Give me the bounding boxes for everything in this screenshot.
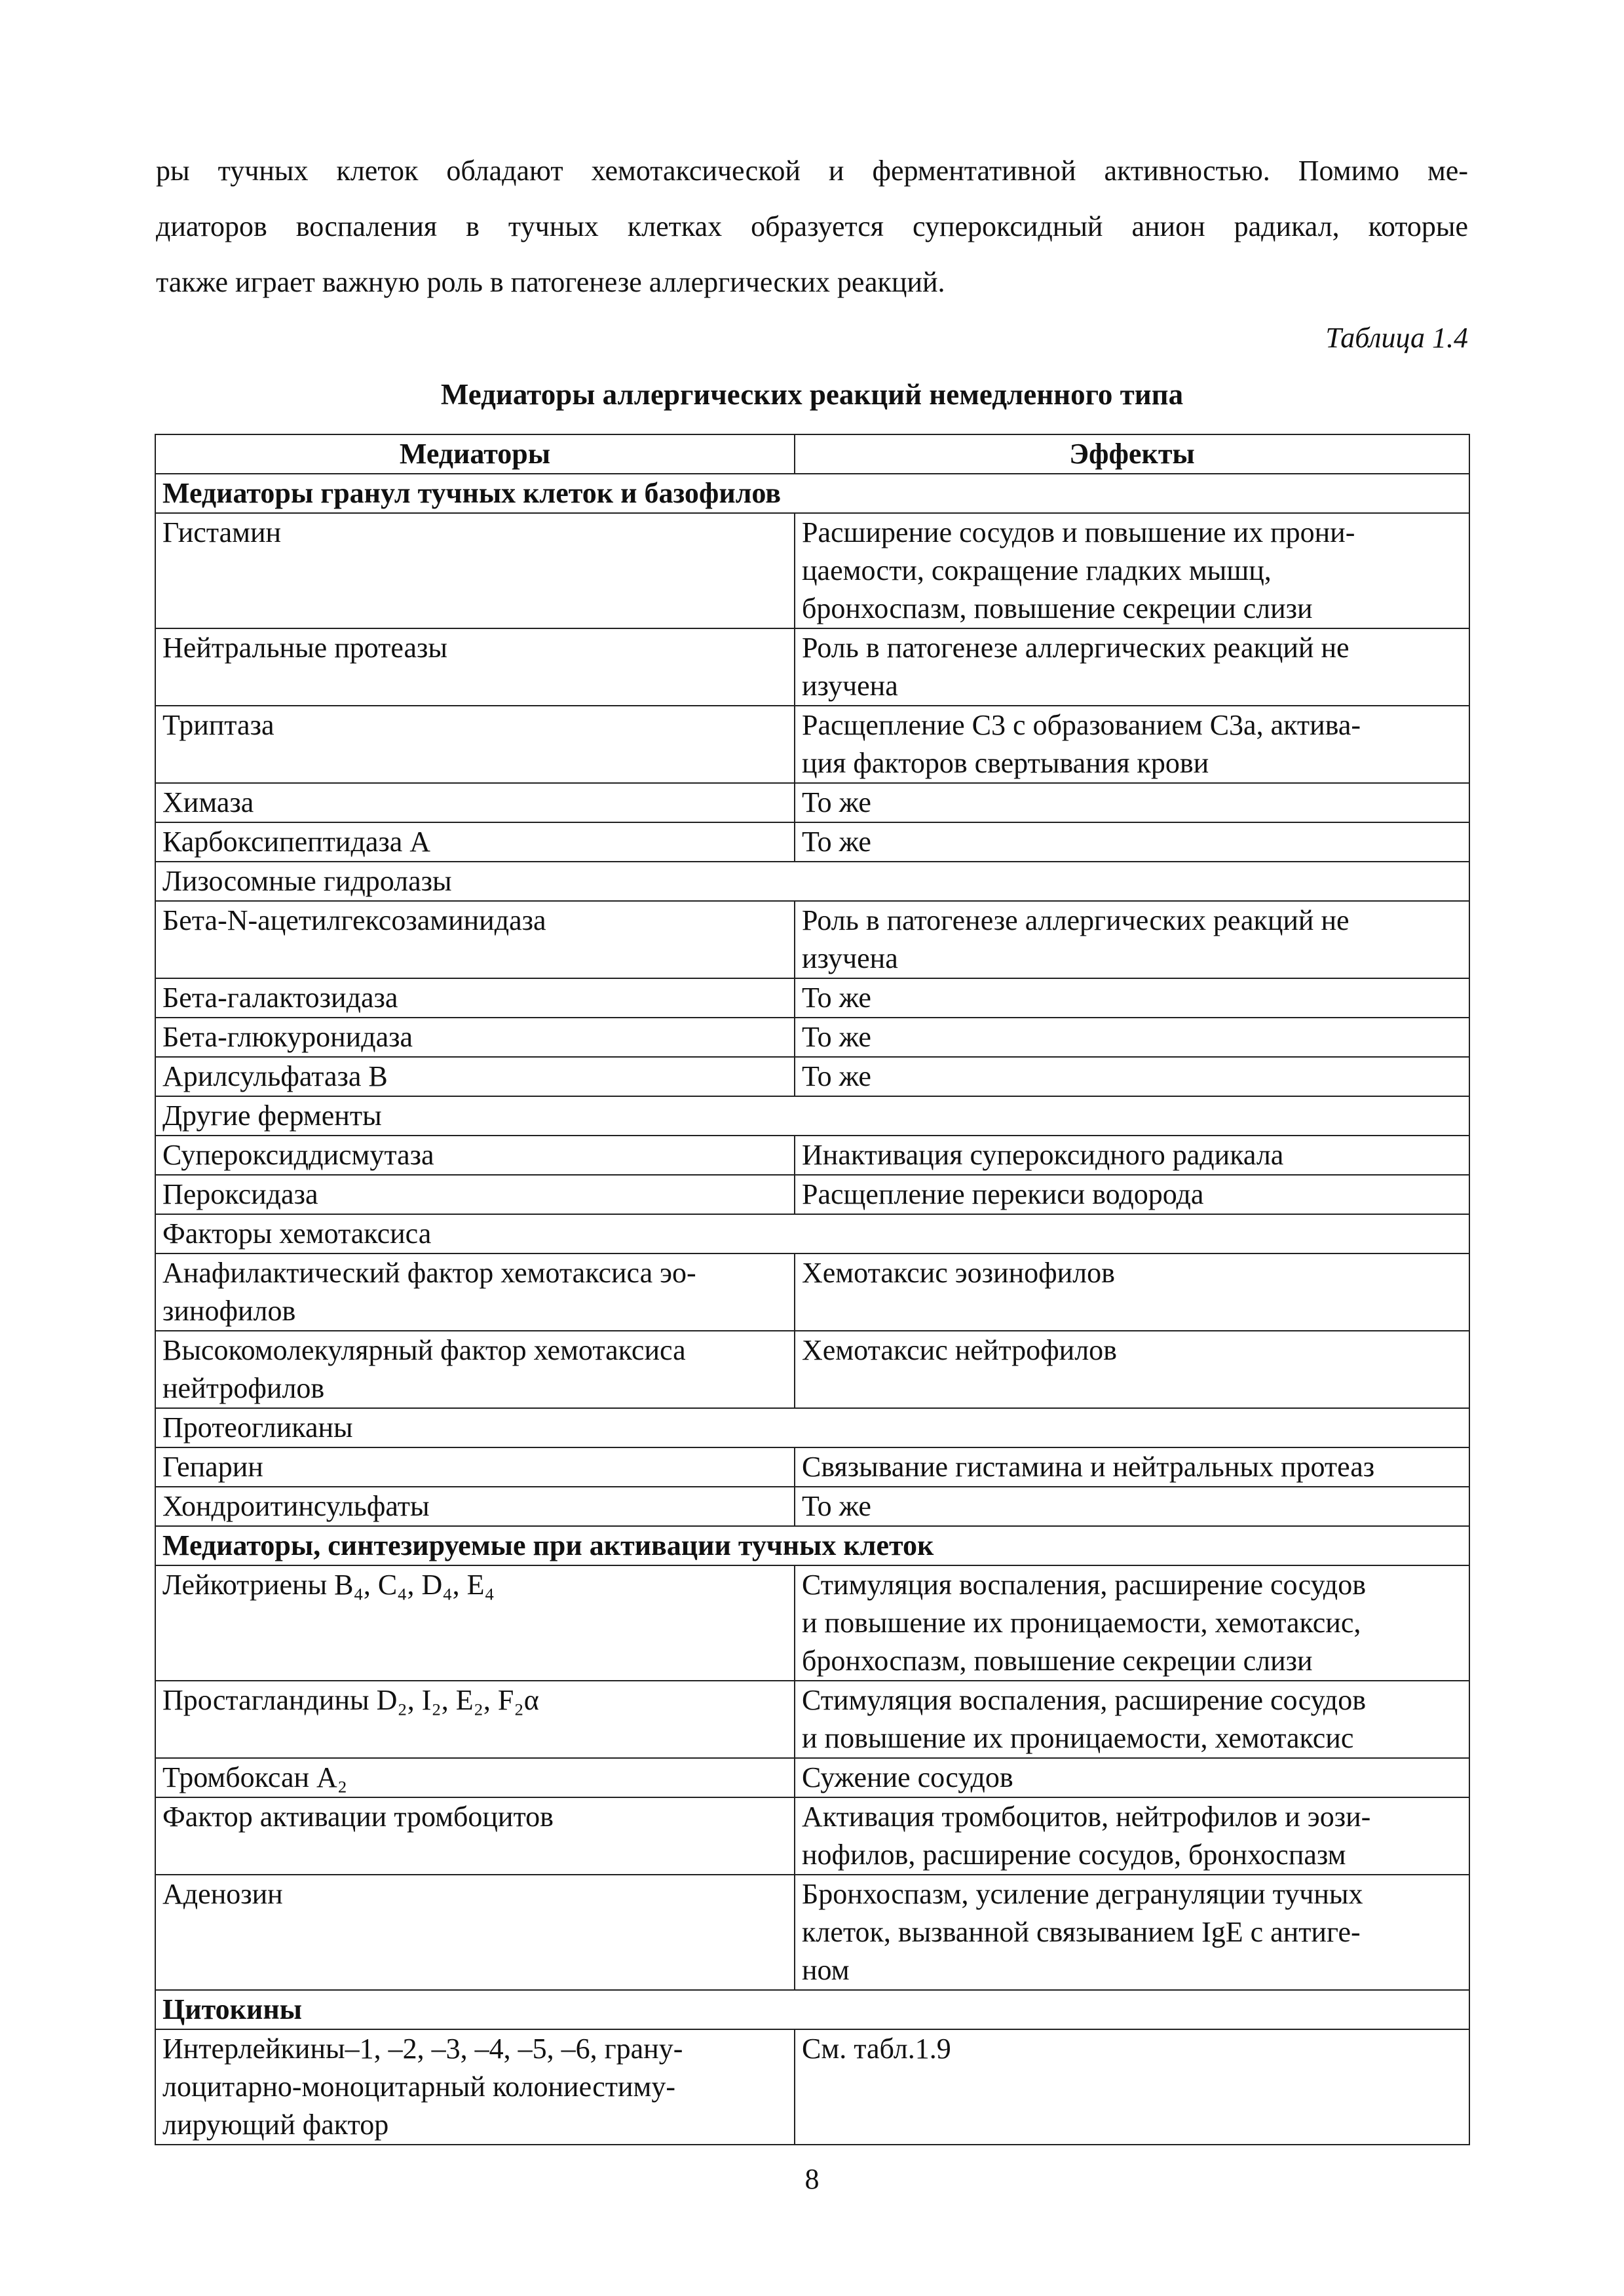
mediator-cell: [155, 1681, 795, 1758]
cell-line: Активация тромбоцитов, нейтрофилов и эози-: [802, 1801, 1371, 1833]
cell-line: Гистамин: [162, 516, 282, 548]
page-number: 8: [804, 2163, 820, 2195]
effect-cell: [795, 1875, 1469, 1990]
table-row: [155, 2029, 1469, 2145]
cell-line: Расширение сосудов и повышение их прони-: [802, 516, 1355, 548]
cell-line: Бета-глюкуронидаза: [162, 1021, 413, 1053]
cell-line: Супероксиддисмутаза: [162, 1139, 434, 1171]
table-row: [155, 1253, 1469, 1331]
intro-line: также играет важную роль в патогенезе аллергических реакций.: [156, 266, 945, 298]
effect-cell: [795, 1018, 1469, 1057]
mediator-cell: [155, 1057, 795, 1096]
effect-cell: [795, 1758, 1469, 1797]
table-row: [155, 1487, 1469, 1526]
cell-line: Тромбоксан А₂: [162, 1761, 348, 1793]
header-effects: Эффекты: [795, 434, 1469, 474]
effect-cell: [795, 783, 1469, 822]
mediator-cell: [155, 628, 795, 706]
cell-line: То же: [802, 1021, 871, 1053]
effect-cell: [795, 901, 1469, 978]
table-label: Таблица 1.4: [1325, 322, 1468, 354]
group-title: Другие ферменты: [155, 1096, 1469, 1136]
cell-line: клеток, вызванной связыванием IgE с антиге-: [802, 1916, 1361, 1948]
cell-line: Бета-N-ацетилгексозаминидаза: [162, 904, 546, 936]
effect-cell: [795, 628, 1469, 706]
table-row: [155, 1136, 1469, 1175]
mediator-cell: [155, 1136, 795, 1175]
cell-line: Лейкотриены B₄, C₄, D₄, E₄: [162, 1569, 495, 1601]
table-row: [155, 1681, 1469, 1758]
cell-line: ном: [802, 1954, 850, 1986]
group-row: [155, 862, 1469, 901]
effect-cell: [795, 1175, 1469, 1214]
mediator-cell: [155, 1331, 795, 1408]
table-row: [155, 706, 1469, 783]
section-row: [155, 474, 1469, 513]
table-header-row: [155, 434, 1469, 474]
group-title: Протеогликаны: [155, 1408, 1469, 1447]
mediators-table: [155, 434, 1470, 2145]
effect-cell: [795, 1447, 1469, 1487]
cell-line: нофилов, расширение сосудов, бронхоспазм: [802, 1839, 1346, 1871]
cell-line: лирующий фактор: [162, 2109, 389, 2141]
table-row: [155, 1175, 1469, 1214]
cell-line: Анафилактический фактор хемотаксиса эо-: [162, 1257, 696, 1289]
cell-line: Нейтральные протеазы: [162, 632, 447, 664]
cell-line: ция факторов свертывания крови: [802, 747, 1209, 779]
effect-cell: [795, 1565, 1469, 1681]
section-row: [155, 1526, 1469, 1565]
cell-line: цаемости, сокращение гладких мышц,: [802, 554, 1272, 586]
mediator-cell: [155, 706, 795, 783]
table-row: [155, 628, 1469, 706]
table-row: [155, 1057, 1469, 1096]
cell-line: Стимуляция воспаления, расширение сосудов: [802, 1684, 1366, 1716]
cell-line: изучена: [802, 670, 898, 702]
effect-cell: [795, 1136, 1469, 1175]
cell-line: лоцитарно-моноцитарный колониестиму-: [162, 2071, 676, 2103]
table-row: [155, 513, 1469, 628]
cell-line: Карбоксипептидаза А: [162, 826, 431, 858]
section-title: Медиаторы гранул тучных клеток и базофилов: [155, 474, 1469, 513]
cell-line: То же: [802, 982, 871, 1014]
mediator-cell: [155, 822, 795, 862]
table-row: [155, 1447, 1469, 1487]
effect-cell: [795, 822, 1469, 862]
cell-line: бронхоспазм, повышение секреции слизи: [802, 1645, 1313, 1677]
cell-line: Арилсульфатаза В: [162, 1060, 388, 1092]
effect-cell: [795, 978, 1469, 1018]
mediator-cell: [155, 1758, 795, 1797]
cell-line: Химаза: [162, 786, 254, 818]
effect-cell: [795, 513, 1469, 628]
table-row: [155, 1758, 1469, 1797]
cell-line: Хондроитинсульфаты: [162, 1490, 430, 1522]
cell-line: нейтрофилов: [162, 1372, 325, 1404]
effect-cell: [795, 1331, 1469, 1408]
cell-line: См. табл.1.9: [802, 2033, 951, 2065]
cell-line: бронхоспазм, повышение секреции слизи: [802, 592, 1313, 624]
cell-line: Хемотаксис эозинофилов: [802, 1257, 1115, 1289]
effect-cell: [795, 1057, 1469, 1096]
mediator-cell: [155, 1253, 795, 1331]
cell-line: Простагландины D₂, I₂, E₂, F₂α: [162, 1684, 539, 1716]
cell-line: Бронхоспазм, усиление дегрануляции тучных: [802, 1878, 1363, 1910]
mediator-cell: [155, 783, 795, 822]
cell-line: Хемотаксис нейтрофилов: [802, 1334, 1117, 1366]
intro-paragraph: [156, 143, 1468, 310]
mediator-cell: [155, 1797, 795, 1875]
effect-cell: [795, 1253, 1469, 1331]
cell-line: Сужение сосудов: [802, 1761, 1013, 1793]
effect-cell: [795, 1797, 1469, 1875]
mediator-cell: [155, 1487, 795, 1526]
cell-line: изучена: [802, 942, 898, 974]
table-row: [155, 783, 1469, 822]
table-row: [155, 1565, 1469, 1681]
intro-line: ры тучных клеток обладают хемотаксической и ферментативной активностью. Помимо ме-: [156, 155, 1468, 187]
table-row: [155, 1797, 1469, 1875]
cell-line: зинофилов: [162, 1295, 296, 1327]
mediator-cell: [155, 978, 795, 1018]
effect-cell: [795, 1487, 1469, 1526]
mediator-cell: [155, 513, 795, 628]
group-row: [155, 1096, 1469, 1136]
cell-line: Гепарин: [162, 1451, 263, 1483]
mediator-cell: [155, 901, 795, 978]
table-row: [155, 978, 1469, 1018]
section-title: Цитокины: [155, 1990, 1469, 2029]
mediator-cell: [155, 2029, 795, 2145]
cell-line: То же: [802, 826, 871, 858]
group-row: [155, 1214, 1469, 1253]
cell-line: То же: [802, 1060, 871, 1092]
mediator-cell: [155, 1875, 795, 1990]
intro-line: диаторов воспаления в тучных клетках образуется супероксидный анион радикал, которые: [156, 210, 1468, 242]
cell-line: То же: [802, 786, 871, 818]
cell-line: Связывание гистамина и нейтральных протеаз: [802, 1451, 1375, 1483]
cell-line: Интерлейкины–1, –2, –3, –4, –5, –6, грану-: [162, 2033, 683, 2065]
table-row: [155, 901, 1469, 978]
header-mediators: Медиаторы: [155, 434, 795, 474]
cell-line: Стимуляция воспаления, расширение сосудов: [802, 1569, 1366, 1601]
cell-line: Расщепление перекиси водорода: [802, 1178, 1204, 1210]
mediator-cell: [155, 1447, 795, 1487]
mediator-cell: [155, 1175, 795, 1214]
cell-line: Роль в патогенезе аллергических реакций не: [802, 904, 1350, 936]
cell-line: Пероксидаза: [162, 1178, 318, 1210]
cell-line: Расщепление С3 с образованием С3а, актива-: [802, 709, 1361, 741]
cell-line: и повышение их проницаемости, хемотаксис,: [802, 1607, 1361, 1639]
cell-line: То же: [802, 1490, 871, 1522]
effect-cell: [795, 2029, 1469, 2145]
mediator-cell: [155, 1565, 795, 1681]
effect-cell: [795, 706, 1469, 783]
table-row: [155, 1331, 1469, 1408]
cell-line: Фактор активации тромбоцитов: [162, 1801, 554, 1833]
table-row: [155, 822, 1469, 862]
group-title: Лизосомные гидролазы: [155, 862, 1469, 901]
cell-line: Бета-галактозидаза: [162, 982, 398, 1014]
group-title: Факторы хемотаксиса: [155, 1214, 1469, 1253]
table-row: [155, 1018, 1469, 1057]
cell-line: Роль в патогенезе аллергических реакций не: [802, 632, 1350, 664]
group-row: [155, 1408, 1469, 1447]
mediator-cell: [155, 1018, 795, 1057]
section-title: Медиаторы, синтезируемые при активации тучных клеток: [155, 1526, 1469, 1565]
cell-line: Высокомолекулярный фактор хемотаксиса: [162, 1334, 686, 1366]
section-row: [155, 1990, 1469, 2029]
cell-line: и повышение их проницаемости, хемотаксис: [802, 1722, 1354, 1754]
effect-cell: [795, 1681, 1469, 1758]
cell-line: Аденозин: [162, 1878, 283, 1910]
table-row: [155, 1875, 1469, 1990]
cell-line: Инактивация супероксидного радикала: [802, 1139, 1284, 1171]
table-title: Медиаторы аллергических реакций немедленного типа: [440, 378, 1184, 411]
cell-line: Триптаза: [162, 709, 274, 741]
